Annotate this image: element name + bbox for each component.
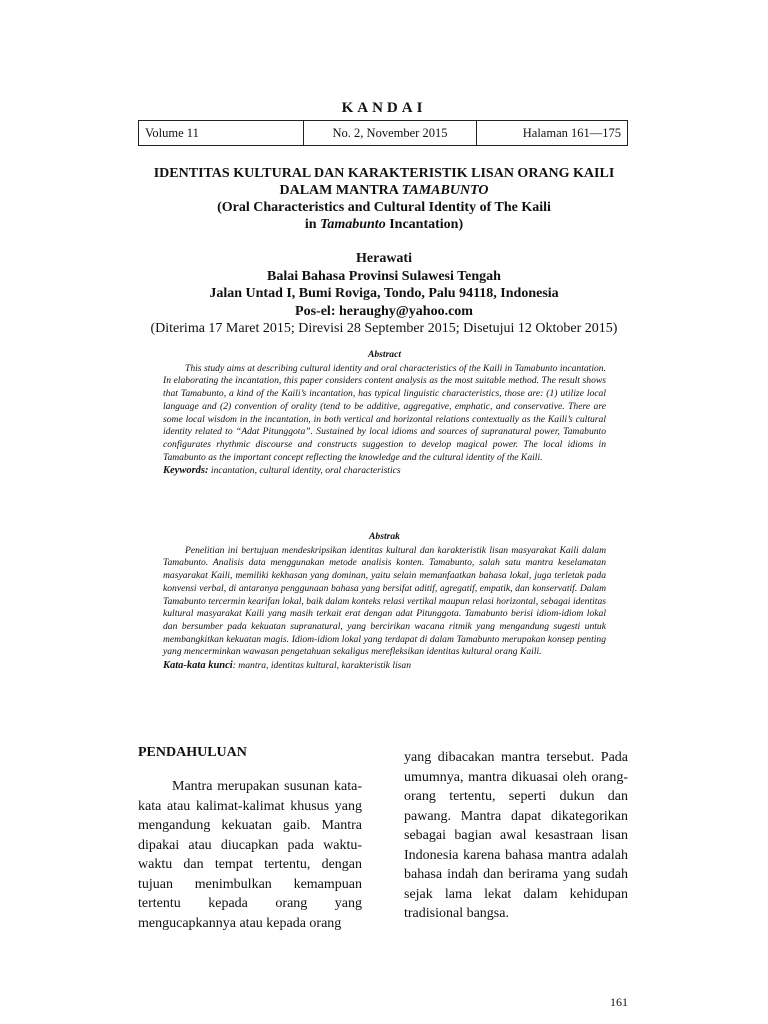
journal-info-row (139, 121, 628, 146)
title-id-line1: IDENTITAS KULTURAL DAN KARAKTERISTIK LISAN ORANG KAILI (153, 166, 615, 181)
keywords-line (163, 465, 606, 478)
abstract-body: This study aims at describing cultural identity and oral characteristics of the Kaili in Tamabunto incantation. In elaborating the incantation, this paper considers content analysis as the most suitable method. The result shows that Tamabunto, a kind of the Kaili’s incantation, has typical linguistic characteristics, those are: (1) utilize local language and (2) convention of orality (tend to be additive, aggregative, emphatic, and conservative. There are some local wisdom in the incantation, in both vertical and horizontal relations contextually as the Kaili’s cultural identity related to “Adat Pitunggota”. Sustained by local idioms and sources of supranatural power, Tamabunto configurates rhythmic discourse and constructs suggestion to develop magical power. The local idioms in Tamabunto as the important concept reflecting the knowledge and the cultural identity of the Kaili. (163, 362, 606, 463)
journal-info-table (138, 120, 628, 146)
section-heading: PENDAHULUAN (138, 745, 247, 760)
abstrak-body: Penelitian ini bertujuan mendeskripsikan identitas kultural dan karakteristik lisan masyarakat Kaili dalam Tamabunto. Analisis data menggunakan metode analisis konten. Tamabunto, salah satu mantra keselamatan masyarakat Kaili, memiliki kekhasan yang dominan, yaitu selain memanfaatkan bahasa lokal, juga terletak pada konvensi verbal, di antaranya penggunaan bahasa yang bersifat aditif, agregatif, empatik, dan konservatif. Dalam Tamabunto tercermin kearifan lokal, baik dalam konteks relasi vertikal maupun relasi horizontal, sebagai identitas kultural masyarakat Kaili yang masih terkait erat dengan adat Pitunggota. Tamabunto berisi idiom-idiom lokal dan bersumber pada kekuatan supranatural, yang bercirikan wacana ritmik yang mengandung sugesti untuk membangkitkan kekuatan magis. Idiom-idiom lokal yang terdapat di dalam Tamabunto merupakan konsep penting yang mencerminkan wawasan pengetahuan sekaligus merefleksikan identitas kultural orang Kaili. (163, 544, 606, 658)
title-en-line2-suffix: Incantation) (385, 217, 464, 232)
volume-cell: Volume 11 (139, 121, 304, 146)
abstrak-title: Abstrak (369, 531, 400, 542)
author-institution: Balai Bahasa Provinsi Sulawesi Tengah (267, 268, 501, 284)
submission-dates: (Diterima 17 Maret 2015; Direvisi 28 September 2015; Disetujui 12 Oktober 2015) (150, 321, 618, 336)
keywords-text: incantation, cultural identity, oral characteristics (208, 465, 401, 477)
title-en-line2-italic: Tamabunto (320, 217, 386, 232)
title-en-line1: (Oral Characteristics and Cultural Identity of The Kaili (217, 200, 551, 215)
abstract-indonesian (163, 531, 606, 673)
kata-kunci-text: : mantra, identitas kultural, karakteristik lisan (232, 660, 411, 672)
issue-cell: No. 2, November 2015 (304, 121, 477, 146)
kata-kunci-line (163, 660, 606, 673)
title-id-line2-prefix: DALAM MANTRA (279, 183, 402, 198)
abstract-english (163, 349, 606, 478)
author-block (100, 250, 668, 338)
page-number: 161 (610, 995, 628, 1009)
author-email: Pos-el: heraughy@yahoo.com (295, 303, 473, 319)
author-name: Herawati (356, 251, 412, 266)
pages-cell: Halaman 161—175 (477, 121, 628, 146)
title-en-line2 (120, 216, 648, 233)
body-left-column: Mantra merupakan susunan kata-kata atau kalimat-kalimat khusus yang mengandung kekuatan gaib. Mantra dipakai atau diucapkan pada waktu-waktu dan tempat tertentu, dengan tujuan menimbulkan kemampuan tertentu kepada orang yang mengucapkannya atau kepada orang (138, 779, 362, 931)
kata-kunci-label: Kata-kata kunci (163, 660, 233, 672)
journal-name: KANDAI (341, 100, 427, 116)
title-id-line2 (120, 182, 648, 199)
article-title (120, 165, 648, 233)
title-en-line2-prefix: in (304, 217, 321, 232)
title-id-line2-italic: TAMABUNTO (401, 183, 489, 198)
abstract-title: Abstract (367, 349, 402, 360)
author-address: Jalan Untad I, Bumi Roviga, Tondo, Palu 94118, Indonesia (209, 286, 559, 301)
keywords-label: Keywords: (163, 465, 209, 477)
body-right-column: yang dibacakan mantra tersebut. Pada umumnya, mantra dikuasai oleh orang-orang tertentu, seperti dukun dan pawang. Mantra dapat dikategorikan sebagai bagian awal kesastraan lisan Indonesia karena bahasa mantra adalah bahasa indah dan berirama yang sudah sejak lama lekat dalam kehidupan tradisional bangsa. (404, 750, 628, 921)
